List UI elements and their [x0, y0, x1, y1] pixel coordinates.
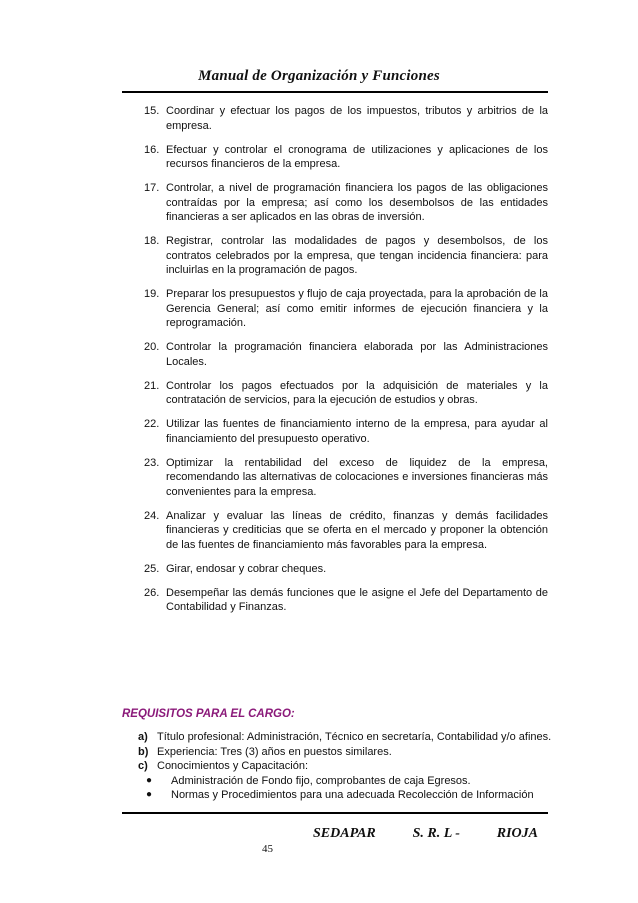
item-text: Registrar, controlar las modalidades de pagos y desembolsos, de los contratos celebrados por la empresa, que tengan incidencia financiera: para incluirlas en la programación de pagos. — [166, 235, 548, 276]
function-item — [144, 340, 548, 369]
function-item — [144, 509, 548, 553]
knowledge-bullet-item — [138, 774, 558, 789]
footer-rule — [122, 812, 548, 814]
item-text: Controlar los pagos efectuados por la adquisición de materiales y la contratación de servicios, para la ejecución de estudios y obras. — [166, 379, 548, 406]
function-item — [144, 456, 548, 500]
item-number: 16. — [144, 143, 160, 156]
knowledge-bullet-item — [138, 788, 558, 803]
function-item — [144, 234, 548, 278]
bullet-text: Administración de Fondo fijo, comprobantes de caja Egresos. — [171, 774, 471, 787]
item-text: Controlar, a nivel de programación financiera los pagos de las obligaciones contraídas por la empresa; así como los desembolsos de las entidades financieras a ser aplicados en las obras de inversión. — [166, 182, 548, 223]
requirement-text: Conocimientos y Capacitación: — [157, 760, 309, 772]
requirement-key: c) — [138, 760, 148, 772]
function-item — [144, 379, 548, 408]
requirement-text: Experiencia: Tres (3) años en puestos similares. — [157, 745, 392, 758]
requirement-item — [138, 730, 558, 745]
requirements-heading: REQUISITOS PARA EL CARGO: — [122, 708, 295, 720]
bullet-icon: ● — [146, 774, 153, 786]
footer-org-name: SEDAPAR — [313, 826, 376, 841]
item-number: 19. — [144, 288, 160, 300]
page-header-title: Manual de Organización y Funciones — [198, 68, 440, 84]
item-number: 23. — [144, 456, 160, 469]
requirement-key: a) — [138, 731, 148, 743]
item-number: 25. — [144, 562, 160, 575]
item-number: 21. — [144, 379, 160, 392]
bullet-text: Normas y Procedimientos para una adecuada Recolección de Información — [171, 789, 534, 801]
requirement-text: Título profesional: Administración, Técnico en secretaría, Contabilidad y/o afines. — [157, 731, 552, 743]
item-number: 15. — [144, 105, 160, 117]
function-item — [144, 287, 548, 331]
function-item — [144, 143, 548, 172]
function-item — [144, 104, 548, 133]
requirements-list — [138, 730, 558, 803]
function-item — [144, 586, 548, 615]
item-text: Coordinar y efectuar los pagos de los impuestos, tributos y arbitrios de la empresa. — [166, 105, 548, 132]
header-rule — [122, 91, 548, 93]
requirement-key: b) — [138, 745, 149, 758]
function-item — [144, 562, 548, 577]
requirement-item — [138, 759, 558, 774]
item-number: 17. — [144, 182, 160, 194]
item-text: Preparar los presupuestos y flujo de caja proyectada, para la aprobación de la Gerencia General; así como emitir informes de ejecución financiera y la reprogramación. — [166, 288, 548, 329]
functions-list — [144, 104, 548, 624]
requirement-item — [138, 745, 558, 760]
item-text: Controlar la programación financiera elaborada por las Administraciones Locales. — [166, 341, 548, 368]
footer-org-type: S. R. L - — [412, 826, 460, 841]
item-text: Desempeñar las demás funciones que le asigne el Jefe del Departamento de Contabilidad y Finanzas. — [166, 586, 548, 613]
item-number: 22. — [144, 418, 160, 430]
item-text: Optimizar la rentabilidad del exceso de liquidez de la empresa, recomendando las alternativas de colocaciones e inversiones financieras más convenientes para la empresa. — [166, 456, 548, 498]
function-item — [144, 181, 548, 225]
item-number: 26. — [144, 586, 160, 599]
item-number: 24. — [144, 509, 160, 522]
item-number: 18. — [144, 235, 160, 247]
item-text: Girar, endosar y cobrar cheques. — [166, 562, 327, 575]
page-number: 45 — [262, 843, 273, 855]
bullet-icon: ● — [146, 789, 153, 800]
function-item — [144, 417, 548, 446]
footer-organization — [313, 826, 538, 842]
item-text: Efectuar y controlar el cronograma de utilizaciones y aplicaciones de los recursos financieros de la empresa. — [166, 143, 548, 170]
item-number: 20. — [144, 341, 160, 353]
footer-org-location: RIOJA — [496, 826, 538, 841]
item-text: Analizar y evaluar las líneas de crédito, finanzas y demás facilidades financieras y crediticias que se oferta en el mercado y proponer la obtención de las fuentes de financiamiento más favorables para la empresa. — [166, 509, 548, 551]
item-text: Utilizar las fuentes de financiamiento interno de la empresa, para ayudar al financiamiento del presupuesto operativo. — [166, 418, 548, 445]
